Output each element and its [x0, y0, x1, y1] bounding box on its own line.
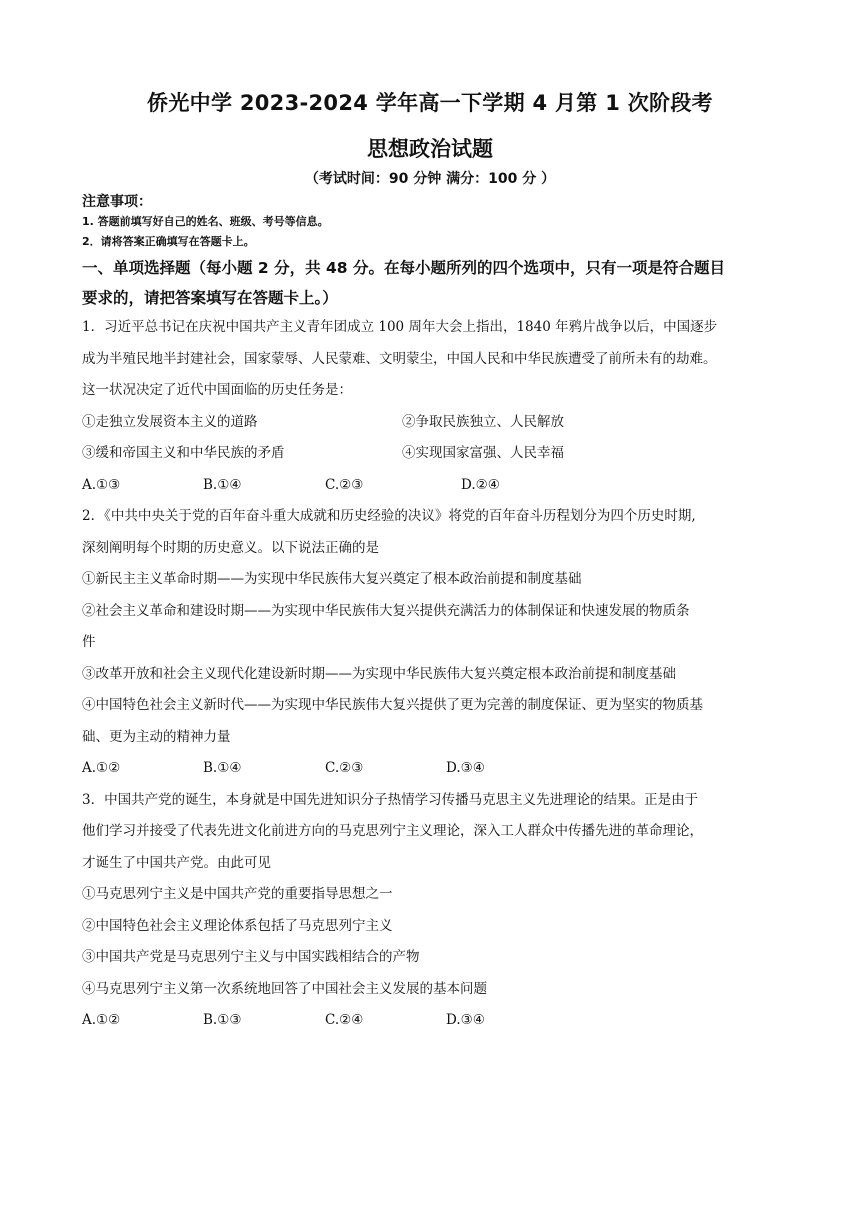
option-item: ②中国特色社会主义理论体系包括了马克思列宁主义 [82, 917, 393, 934]
question-stem: 这一状况决定了近代中国面临的历史任务是： [82, 382, 352, 398]
answer-choice-c: C.②④ [325, 1012, 364, 1028]
option-item: ④实现国家富强、人民幸福 [402, 445, 564, 461]
option-item: ①马克思列宁主义是中国共产党的重要指导思想之一 [82, 886, 393, 902]
notice-item: 2．请将答案正确填写在答题卡上。 [82, 235, 255, 248]
answer-choice-d: D.③④ [446, 760, 485, 776]
option-item: ②争取民族独立、人民解放 [402, 413, 564, 430]
answer-choice-c: C.②③ [325, 760, 364, 776]
question-stem: 他们学习并接受了代表先进文化前进方向的马克思列宁主义理论，深入工人群众中传播先进的革命理论， [82, 823, 703, 839]
exam-subject-title: 思想政治试题 [367, 137, 493, 161]
question-stem: 2．《中共中央关于党的百年奋斗重大成就和历史经验的决议》将党的百年奋斗历程划分为四个历史时期, [82, 508, 696, 524]
option-item: ④马克思列宁主义第一次系统地回答了中国社会主义发展的基本问题 [82, 980, 487, 997]
answer-choices [82, 470, 778, 502]
option-item: ③改革开放和社会主义现代化建设新时期——为实现中华民族伟大复兴奠定根本政治前提和制度基础 [82, 665, 676, 682]
section-heading: 一、单项选择题（每小题 2 分，共 48 分。在每小题所列的四个选项中，只有一项是符合题目 [82, 259, 725, 277]
answer-choice-c: C.②③ [325, 476, 364, 493]
option-item: ①新民主主义革命时期——为实现中华民族伟大复兴奠定了根本政治前提和制度基础 [82, 571, 582, 587]
option-row [82, 407, 778, 439]
question-2 [82, 501, 778, 785]
answer-choice-b: B.①③ [203, 1012, 242, 1028]
answer-choice-b: B.①④ [203, 760, 242, 776]
exam-info: （考试时间：90 分钟 满分：100 分 ） [304, 171, 556, 187]
question-stem: 才诞生了中国共产党。由此可见 [82, 854, 271, 871]
question-1 [82, 312, 778, 501]
exam-title: 侨光中学 2023-2024 学年高一下学期 4 月第 1 次阶段考 [147, 91, 713, 115]
option-item: ②社会主义革命和建设时期——为实现中华民族伟大复兴提供充满活力的体制保证和快速发展的物质条 [82, 602, 690, 619]
notice-item: 1. 答题前填写好自己的姓名、班级、考号等信息。 [82, 215, 329, 228]
notice-heading: 注意事项： [82, 194, 152, 210]
answer-choice-b: B.①④ [203, 476, 242, 493]
option-item: 件 [82, 634, 96, 650]
answer-choices [82, 753, 778, 785]
answer-choice-d: D.②④ [461, 476, 500, 493]
option-item: ①走独立发展资本主义的道路 [82, 413, 258, 430]
question-stem: 3．中国共产党的诞生，本身就是中国先进知识分子热情学习传播马克思主义先进理论的结果。正是由于 [82, 791, 699, 808]
option-item: ③缓和帝国主义和中华民族的矛盾 [82, 445, 285, 461]
answer-choice-a: A.①③ [82, 476, 121, 493]
answer-choices [82, 1005, 778, 1037]
option-row [82, 438, 778, 470]
option-item: ③中国共产党是马克思列宁主义与中国实践相结合的产物 [82, 949, 420, 965]
question-3 [82, 785, 778, 1037]
option-item: 础、更为主动的精神力量 [82, 728, 231, 745]
answer-choice-d: D.③④ [446, 1012, 485, 1028]
option-item: ④中国特色社会主义新时代——为实现中华民族伟大复兴提供了更为完善的制度保证、更为坚实的物质基 [82, 697, 703, 713]
question-stem: 1．习近平总书记在庆祝中国共产主义青年团成立 100 周年大会上指出，1840 年鸦片战争以后，中国逐步 [82, 319, 718, 335]
answer-choice-a: A.①② [82, 1012, 121, 1028]
question-stem: 深刻阐明每个时期的历史意义。以下说法正确的是 [82, 539, 379, 556]
question-stem: 成为半殖民地半封建社会，国家蒙辱、人民蒙难、文明蒙尘，中国人民和中华民族遭受了前所未有的劫难。 [82, 350, 717, 367]
answer-choice-a: A.①② [82, 760, 121, 776]
section-heading: 要求的，请把答案填写在答题卡上。） [82, 289, 338, 307]
